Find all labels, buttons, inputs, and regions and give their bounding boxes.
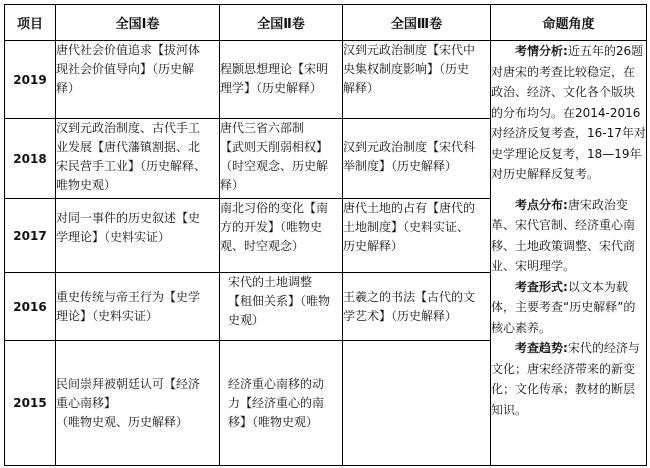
header-paper-3: 全国Ⅲ卷 (343, 5, 491, 41)
cell-line: 宋民营手工业】（历史解释、 (56, 159, 207, 173)
cell-line: 对同一事件的历史叙述【史 (56, 211, 201, 225)
points-block (491, 195, 646, 277)
cell-line: 力【经济重心的南 (228, 395, 325, 410)
paper1-cell (56, 273, 220, 341)
cell-line: 汉到元政治制度【宋代科 (343, 140, 476, 154)
paper1-cell (56, 199, 220, 273)
cell-line: 土地制度】（史料实证、 (343, 220, 470, 234)
direction-block (491, 338, 646, 420)
header-angle: 命题角度 (491, 5, 647, 41)
points-text: 唐宋政治变革、宋代官制、经济重心南移、土地政策调整、宋代商业、宋明理学。 (491, 197, 636, 273)
cell-line: 历史解释） (343, 239, 404, 253)
direction-text: 宋代的经济与文化；唐宋经济带来的新变化；文化传承；教材的断层知识。 (491, 341, 640, 417)
cell-line: 举制度】（历史解释） (343, 159, 458, 173)
angle-cell (491, 41, 647, 466)
header-item: 项目 (5, 5, 56, 41)
cell-line: 理论】（史料实证） (56, 308, 159, 323)
cell-line: 唯物史观） (56, 178, 117, 192)
cell-line: 唐代三省六部制 (220, 121, 305, 135)
cell-line: 学理论】（史料实证） (56, 230, 171, 244)
form-text: 以文本为载体，主要考查“历史解释”的核心素养。 (491, 279, 636, 335)
cell-line: 方的开发】（唯物史 (220, 220, 323, 234)
cell-line: 民间崇拜被朝廷认可【经济 (56, 376, 201, 391)
trend-block (491, 41, 646, 185)
year-cell: 2018 (5, 119, 56, 199)
cell-line: 【武则天削弱相权】 (220, 140, 329, 154)
paper3-cell (343, 41, 491, 119)
cell-line: 重史传统与帝王行为【史学 (56, 289, 201, 304)
trend-text: 近五年的26题对唐宋的考查比较稳定，在政治、经济、文化各个版块的分布均匀。在2014-2016对经济反复考查，16-17年对史学理论反复考，18—19年对历史解释反复考。 (491, 44, 646, 181)
cell-line: 【租佃关系】（唯物 (228, 294, 331, 308)
points-label: 考点分布: (515, 197, 568, 212)
cell-line: 现社会价值导向】（历史解 (56, 62, 195, 76)
year-cell: 2015 (5, 341, 56, 466)
cell-line: （时空观念、历史解释） (220, 159, 329, 192)
cell-line: 汉到元政治制度、古代手工 (56, 121, 201, 135)
cell-line: （唯物史观、历史解释） (56, 414, 189, 429)
form-block (491, 277, 646, 339)
cell-line: 央集权制度影响】（历史 (343, 62, 470, 76)
cell-line: 史观） (228, 313, 265, 327)
cell-line: 程颢思想理论【宋明 (220, 62, 329, 76)
cell-line: 解释） (343, 81, 380, 95)
paper2-cell (220, 199, 343, 273)
trend-label: 考情分析: (515, 44, 568, 58)
paper3-cell (343, 119, 491, 199)
cell-line: 业发展【唐代藩镇割据、北 (56, 140, 201, 154)
paper1-cell (56, 341, 220, 466)
cell-line: 南北习俗的变化【南 (220, 201, 329, 215)
cell-line: 观、时空观念） (220, 239, 305, 253)
cell-line: 经济重心南移的动 (228, 376, 325, 391)
paper1-cell (56, 41, 220, 119)
year-cell: 2016 (5, 273, 56, 341)
header-paper-1: 全国Ⅰ卷 (56, 5, 220, 41)
exam-analysis-table (4, 4, 647, 466)
paper3-cell (343, 273, 491, 341)
header-paper-2: 全国Ⅱ卷 (220, 5, 343, 41)
year-cell: 2017 (5, 199, 56, 273)
cell-line: 移】（唯物史观） (228, 414, 319, 429)
paper3-cell (343, 199, 491, 273)
cell-line: 唐代土地的占有【唐代的 (343, 201, 476, 215)
paper2-cell (220, 273, 343, 341)
form-label: 考查形式: (515, 279, 568, 294)
cell-line: 学艺术】（历史解释） (343, 308, 458, 323)
paper2-cell (220, 41, 343, 119)
cell-line: 唐代社会价值追求【拔河体 (56, 43, 201, 57)
cell-line: 重心南移】 (56, 395, 117, 410)
paper1-cell (56, 119, 220, 199)
paper2-cell (220, 341, 343, 466)
paper2-cell (220, 119, 343, 199)
cell-line: 宋代的土地调整 (228, 275, 313, 289)
year-cell: 2019 (5, 41, 56, 119)
table-row (5, 41, 647, 119)
cell-line: 理学】（历史解释） (220, 81, 323, 95)
cell-line: 汉到元政治制度【宋代中 (343, 43, 476, 57)
direction-label: 考查趋势: (515, 341, 568, 355)
cell-line: 王羲之的书法【古代的文 (343, 289, 476, 304)
header-row (5, 5, 647, 41)
cell-line: 释） (56, 81, 81, 95)
paper3-cell-empty (343, 341, 491, 466)
